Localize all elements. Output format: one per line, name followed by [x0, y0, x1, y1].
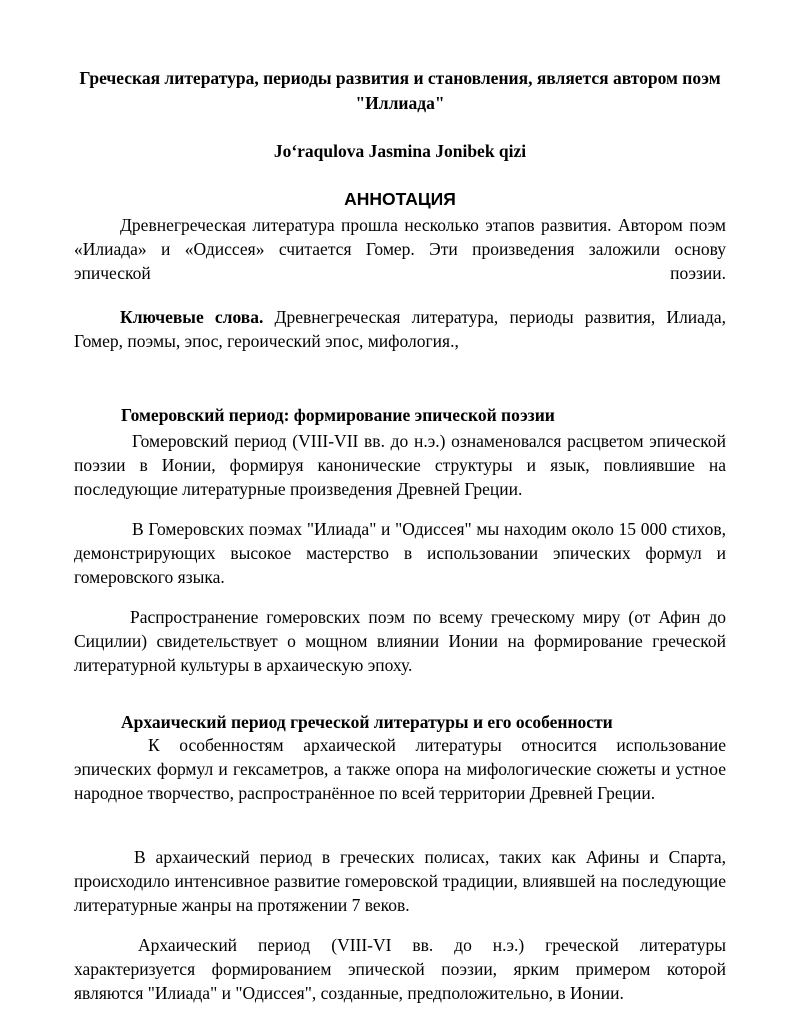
section1-paragraph: Распространение гомеровских поэм по всему греческому миру (от Афин до Сицилии) свидетельствует о мощном влиянии Ионии на формирование греческой литературной культуры в архаическую эпоху.	[74, 607, 726, 675]
section1-paragraph: В Гомеровских поэмах "Илиада" и "Одиссея" мы находим около 15 000 стихов, демонстрирующих высокое мастерство в использовании эпических формул и гомеровского языка.	[74, 519, 726, 587]
keywords-label: Ключевые слова.	[120, 307, 264, 327]
keywords-text: Древнегреческая литература, периоды развития, Илиада, Гомер, поэмы, эпос, героический эпос, мифология.,	[74, 307, 726, 351]
document-title: Греческая литература, периоды развития и становления, является автором поэм "Иллиада"	[79, 68, 721, 113]
section2-heading: Архаический период греческой литературы и его особенности	[121, 712, 613, 732]
annotation-paragraph	[74, 213, 726, 285]
annotation-heading: АННОТАЦИЯ	[344, 189, 456, 209]
keywords-paragraph	[74, 305, 726, 353]
section2-paragraph: К особенностям архаической литературы относится использование эпических формул и гексаметров, а также опора на мифологические сюжеты и устное народное творчество, распространённое по всей территории Древней Греции.	[74, 735, 726, 803]
section2-paragraph: Архаический период (VIII-VI вв. до н.э.) греческой литературы характеризуется формированием эпической поэзии, ярким примером которой являются "Илиада" и "Одиссея", созданные, предположительно, в Ионии.	[74, 935, 726, 1003]
annotation-text: Древнегреческая литература прошла несколько этапов развития. Автором поэм «Илиада» и «Одиссея» считается Гомер. Эти произведения заложили основу эпической поэзии.	[74, 215, 726, 283]
section2-paragraph: В архаический период в греческих полисах, таких как Афины и Спарта, происходило интенсивное развитие гомеровской традиции, влиявшей на последующие литературные жанры на протяжении 7 веков.	[74, 847, 726, 915]
section1-paragraph: Гомеровский период (VIII-VII вв. до н.э.) ознаменовался расцветом эпической поэзии в Ионии, формируя канонические структуры и язык, повлиявшие на последующие литературные произведения Древней Греции.	[74, 431, 726, 499]
section1-heading: Гомеровский период: формирование эпической поэзии	[121, 405, 555, 425]
author-name: Jo‘raqulova Jasmina Jonibek qizi	[273, 141, 527, 161]
